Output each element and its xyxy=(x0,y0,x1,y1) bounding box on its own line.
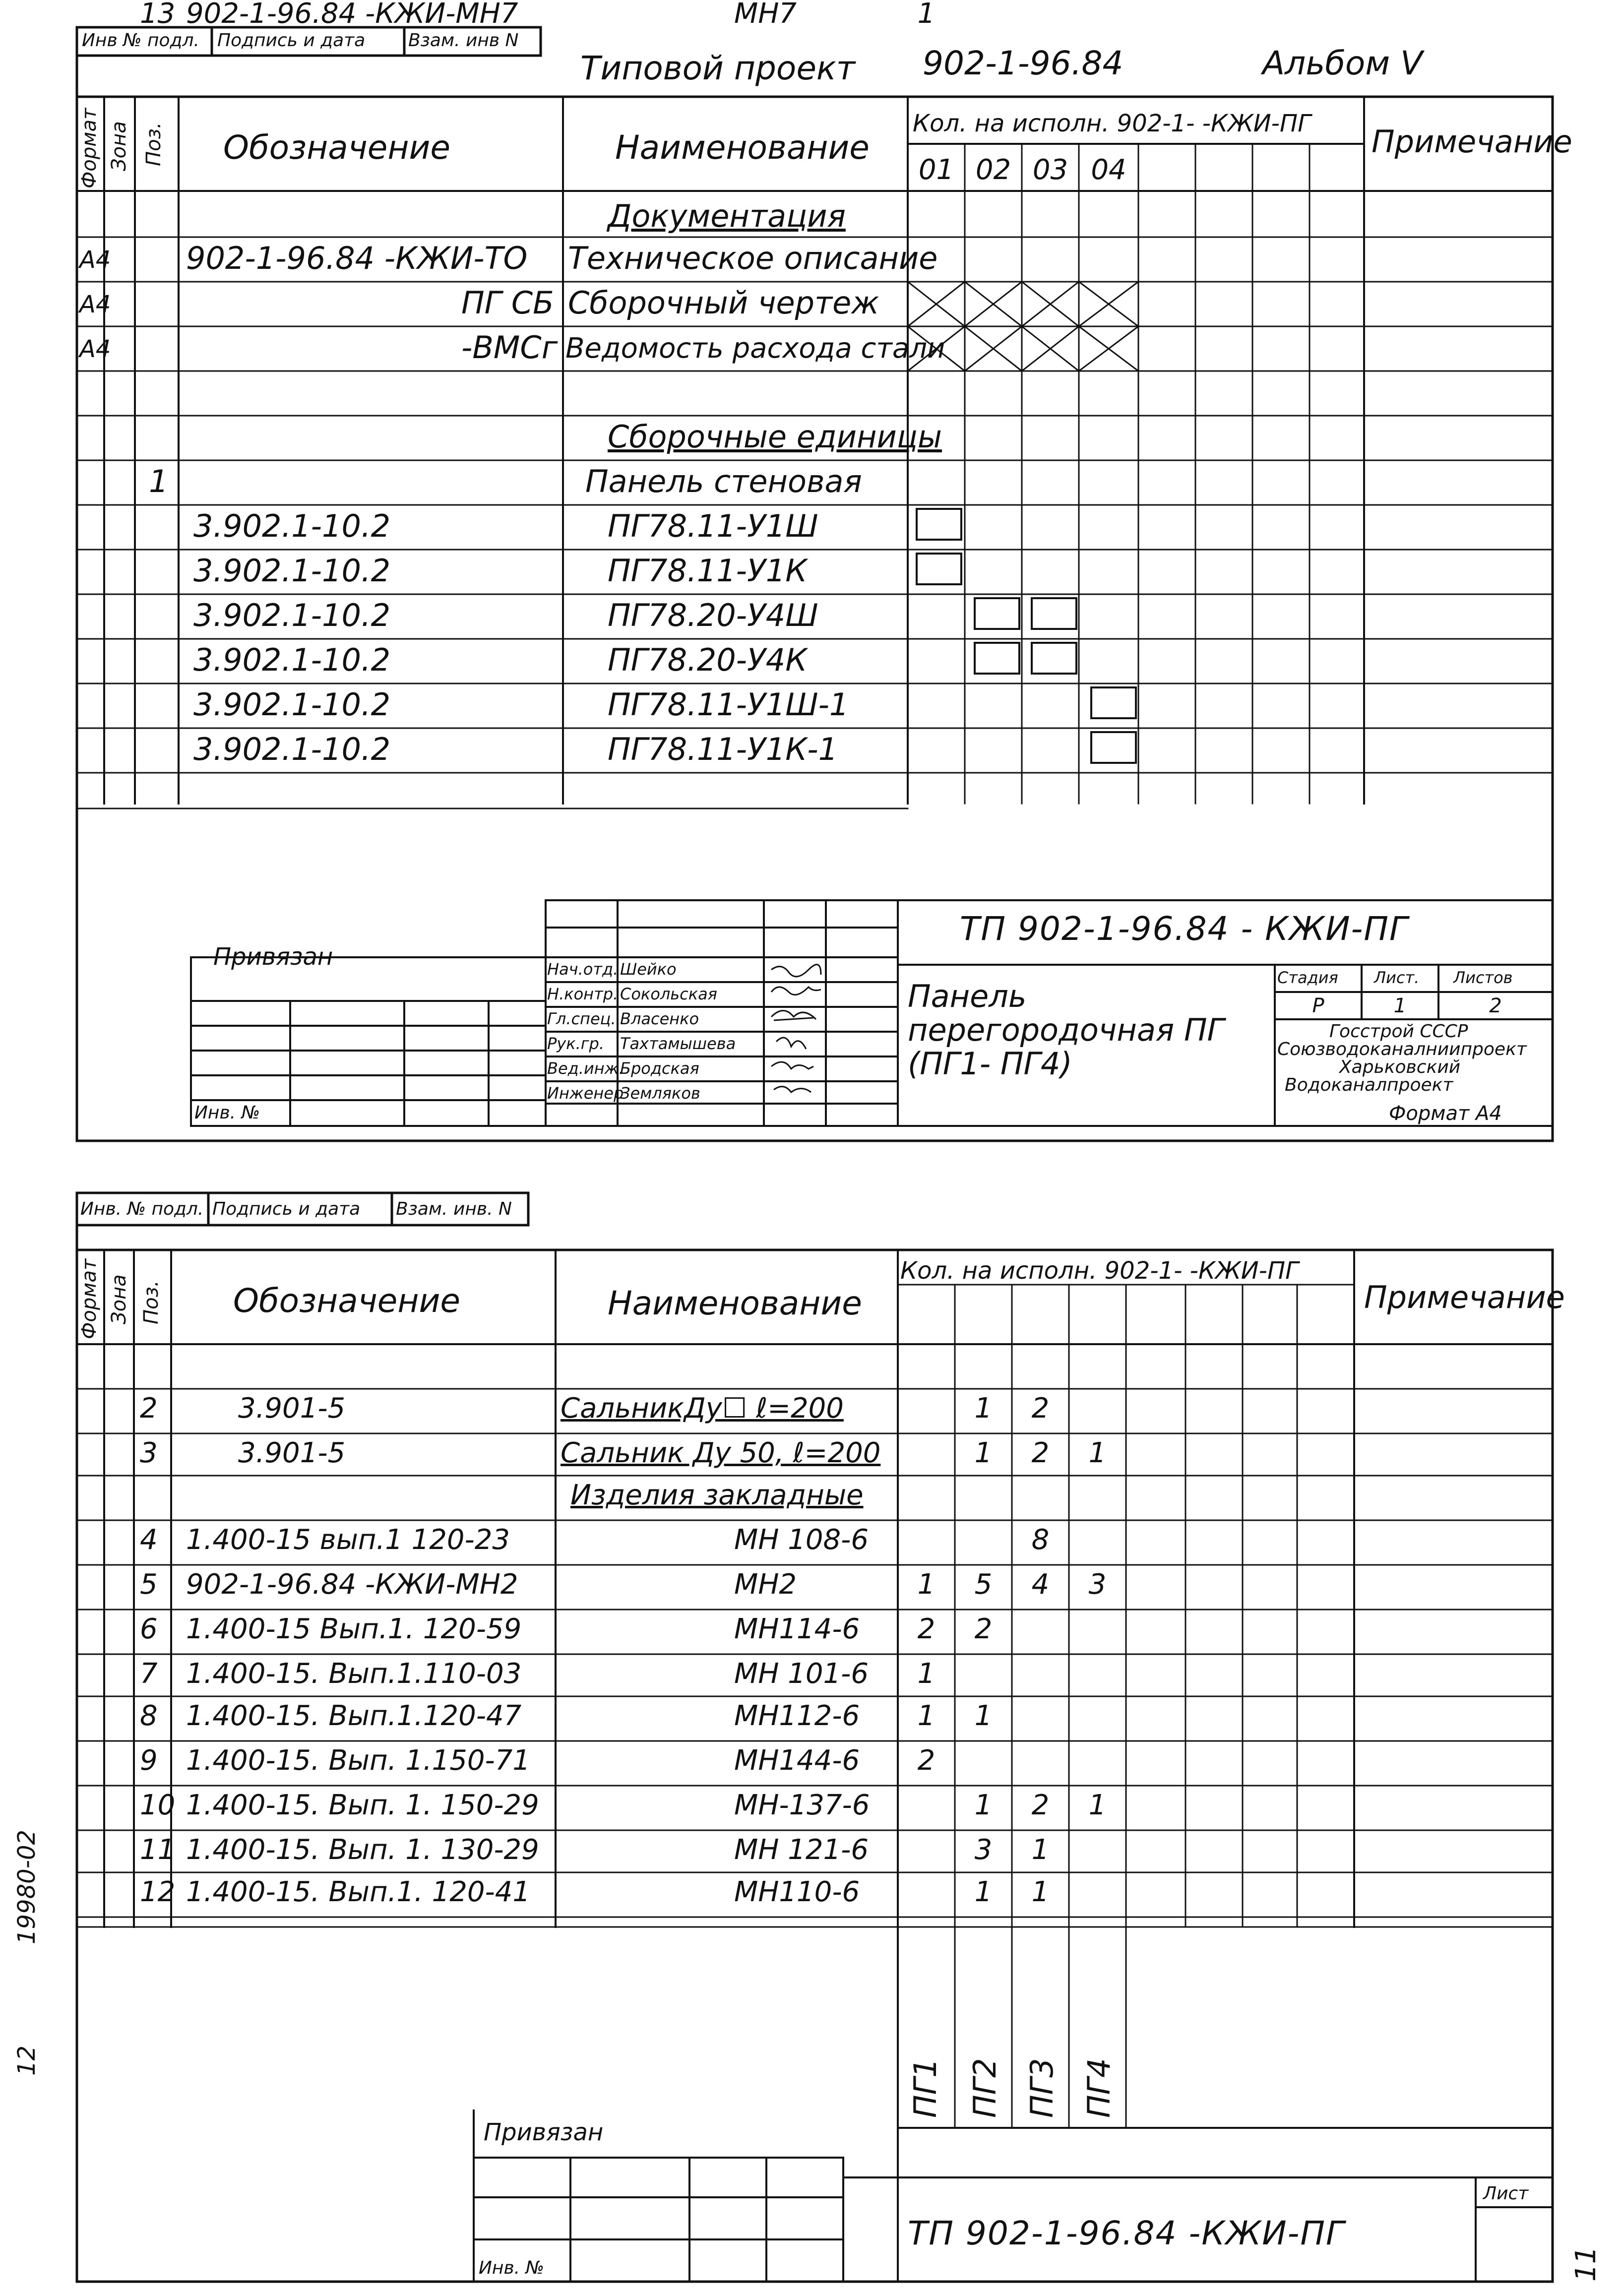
qty-cell: 2 xyxy=(917,1744,936,1777)
row-name: МН2 xyxy=(734,1568,797,1601)
qty-cell: 2 xyxy=(1031,1392,1050,1425)
stamp-inv-label: Инв. № подл. xyxy=(80,1199,204,1219)
signer-name: Земляков xyxy=(620,1084,700,1103)
qty-cell: 4 xyxy=(1031,1568,1050,1601)
row-designation: 1.400-15. Вып. 1.150-71 xyxy=(186,1744,531,1777)
qty-cell: 3 xyxy=(974,1834,993,1866)
qty-cell: 2 xyxy=(974,1613,993,1645)
variant-03: 03 xyxy=(1032,154,1068,186)
qty-cell: 2 xyxy=(1031,1789,1050,1821)
variant-04: 04 xyxy=(1091,154,1126,186)
row-designation: ПГ СБ xyxy=(461,285,554,321)
qty-cell: 1 xyxy=(974,1876,993,1908)
signer-role: Гл.спец. xyxy=(547,1009,616,1028)
inv-label: Инв. № xyxy=(194,1103,260,1123)
page-number: 12 xyxy=(13,2045,41,2076)
qty-cell: 1 xyxy=(974,1789,993,1821)
stamp-replace-label: Взам. инв. N xyxy=(396,1199,512,1219)
qty-cell: 1 xyxy=(974,1392,993,1425)
signer-role: Рук.гр. xyxy=(547,1034,605,1053)
qty-cell: 1 xyxy=(1088,1789,1107,1821)
row-designation: -ВМСг xyxy=(461,329,558,366)
row-designation: 1.400-15. Вып.1.110-03 xyxy=(186,1658,522,1690)
corner-number: 11 xyxy=(1570,2246,1602,2282)
row-name: МН 121-6 xyxy=(734,1834,869,1866)
row-name: ПГ78.11-У1К-1 xyxy=(608,731,838,767)
archive-number: 19980-02 xyxy=(13,1829,41,1944)
inv-label: Инв. № xyxy=(479,2258,545,2278)
col-pos: Поз. xyxy=(140,1280,163,1324)
col-name: Наименование xyxy=(615,128,870,167)
col-format: Формат xyxy=(78,108,101,188)
row-designation: 1.400-15 вып.1 120-23 xyxy=(186,1524,510,1556)
col-zone: Зона xyxy=(108,121,130,171)
row-name: ПГ78.11-У1К xyxy=(608,553,808,589)
row-name: Ведомость расхода стали xyxy=(565,332,945,365)
row-section: Изделия закладные xyxy=(570,1479,864,1511)
signer-name: Тахтамышева xyxy=(620,1034,736,1053)
row-designation: 3.902.1-10.2 xyxy=(193,686,391,723)
stage-value: Р xyxy=(1312,994,1324,1017)
row-name: МН 101-6 xyxy=(734,1658,869,1690)
row-designation: 902-1-96.84 -КЖИ-ТО xyxy=(186,240,528,276)
signer-role: Н.контр. xyxy=(547,985,619,1003)
variant-label: ПГ4 xyxy=(1081,2058,1117,2118)
row-pos: 11 xyxy=(140,1834,176,1866)
qty-cell: 5 xyxy=(974,1568,993,1601)
qty-cell: 1 xyxy=(974,1437,993,1469)
row-format: А4 xyxy=(79,335,111,363)
variant-label: ПГ1 xyxy=(907,2058,943,2118)
signer-role: Нач.отд. xyxy=(547,960,619,979)
row-designation: 902-1-96.84 -КЖИ-МН7 xyxy=(186,0,518,30)
row-format: А4 xyxy=(79,246,111,274)
sheets-value: 2 xyxy=(1489,994,1502,1017)
row-designation: 1.400-15 Вып.1. 120-59 xyxy=(186,1613,522,1645)
stamp-replace-label: Взам. инв N xyxy=(408,30,519,51)
col-note: Примечание xyxy=(1364,1279,1565,1315)
bound-label: Привязан xyxy=(484,2118,604,2146)
row-pos: 7 xyxy=(140,1658,158,1690)
sheet2-lines xyxy=(77,1193,1553,2282)
row-designation: 1.400-15. Вып. 1. 130-29 xyxy=(186,1834,539,1866)
row-name: МН110-6 xyxy=(734,1876,860,1908)
qty-cell: 1 xyxy=(1031,1834,1050,1866)
row-pos: 8 xyxy=(140,1700,158,1732)
row-designation: 3.902.1-10.2 xyxy=(193,731,391,767)
project-number: 902-1-96.84 xyxy=(923,44,1124,82)
sheet-label: Лист xyxy=(1483,2183,1529,2204)
row-designation: 1.400-15. Вып.1. 120-41 xyxy=(186,1876,531,1908)
row-designation: 902-1-96.84 -КЖИ-МН2 xyxy=(186,1568,518,1601)
stage-label: Стадия xyxy=(1277,968,1338,987)
row-name: МН-137-6 xyxy=(734,1789,870,1821)
col-qty-title: Кол. на исполн. 902-1- -КЖИ-ПГ xyxy=(913,110,1311,137)
col-designation: Обозначение xyxy=(233,1282,460,1320)
qty-cell: 1 xyxy=(917,0,936,30)
variant-01: 01 xyxy=(918,154,954,186)
bound-label: Привязан xyxy=(213,943,333,971)
row-name: МН7 xyxy=(734,0,797,30)
row-name: Сальник Ду 50, ℓ=200 xyxy=(561,1437,881,1469)
row-name: МН114-6 xyxy=(734,1613,860,1645)
row-name: МН112-6 xyxy=(734,1700,860,1732)
row-pos: 10 xyxy=(140,1789,176,1821)
variant-label: ПГ2 xyxy=(967,2058,1003,2118)
org-line: Госстрой СССР xyxy=(1329,1021,1468,1042)
signer-name: Сокольская xyxy=(620,985,717,1003)
row-designation: 3.902.1-10.2 xyxy=(193,508,391,544)
format-label: Формат А4 xyxy=(1389,1102,1502,1125)
row-name: Сборочный чертеж xyxy=(568,285,879,321)
col-name: Наименование xyxy=(608,1284,862,1322)
qty-cell: 1 xyxy=(1088,1437,1107,1469)
signer-name: Шейко xyxy=(620,960,677,979)
row-designation: 1.400-15. Вып. 1. 150-29 xyxy=(186,1789,539,1821)
album-label: Альбом V xyxy=(1262,44,1423,82)
col-note: Примечание xyxy=(1372,124,1572,160)
project-label: Типовой проект xyxy=(580,49,856,87)
row-pos: 9 xyxy=(140,1744,158,1777)
sheets-label: Листов xyxy=(1453,968,1513,987)
row-designation: 3.901-5 xyxy=(238,1392,346,1425)
signer-role: Инженер xyxy=(547,1084,624,1103)
row-pos: 2 xyxy=(140,1392,158,1425)
qty-cell: 8 xyxy=(1031,1524,1050,1556)
row-name: Панель стеновая xyxy=(585,463,862,499)
qty-cell: 2 xyxy=(1031,1437,1050,1469)
signer-name: Бродская xyxy=(620,1059,699,1078)
row-pos: 13 xyxy=(140,0,176,30)
row-section-assemblies: Сборочные единицы xyxy=(608,419,942,455)
row-pos: 3 xyxy=(140,1437,158,1469)
doc-code: ТП 902-1-96.84 -КЖИ-ПГ xyxy=(908,2214,1345,2252)
org-line: Харьковский xyxy=(1339,1057,1461,1077)
sheet-title: Панель перегородочная ПГ (ПГ1- ПГ4) xyxy=(908,978,1225,1082)
org-line: Водоканалпроект xyxy=(1285,1075,1453,1095)
variant-label: ПГ3 xyxy=(1024,2058,1060,2118)
row-pos: 1 xyxy=(149,463,169,499)
signer-role: Вед.инж. xyxy=(547,1059,624,1078)
row-name: МН144-6 xyxy=(734,1744,860,1777)
row-format: А4 xyxy=(79,291,111,318)
qty-cell: 2 xyxy=(917,1613,936,1645)
signer-name: Власенко xyxy=(620,1009,699,1028)
col-format: Формат xyxy=(78,1258,101,1339)
row-designation: 1.400-15. Вып.1.120-47 xyxy=(186,1700,522,1732)
row-pos: 5 xyxy=(140,1568,158,1601)
col-pos: Поз. xyxy=(142,122,165,166)
row-designation: 3.902.1-10.2 xyxy=(193,642,391,678)
row-section-docs: Документация xyxy=(608,198,846,234)
row-name: ПГ78.20-У4Ш xyxy=(608,597,818,633)
row-designation: 3.902.1-10.2 xyxy=(193,553,391,589)
row-name: СальникДу☐ ℓ=200 xyxy=(561,1392,844,1425)
row-pos: 4 xyxy=(140,1524,158,1556)
qty-cell: 1 xyxy=(917,1568,936,1601)
col-zone: Зона xyxy=(108,1274,130,1324)
stamp-inv-label: Инв № подл. xyxy=(82,30,199,51)
col-qty-title: Кол. на исполн. 902-1- -КЖИ-ПГ xyxy=(900,1257,1299,1285)
qty-cell: 1 xyxy=(917,1700,936,1732)
stamp-sign-label: Подпись и дата xyxy=(212,1199,361,1219)
signatures-image xyxy=(766,960,826,1123)
col-designation: Обозначение xyxy=(223,128,450,167)
variant-02: 02 xyxy=(975,154,1011,186)
row-name: МН 108-6 xyxy=(734,1524,869,1556)
row-name: ПГ78.11-У1Ш xyxy=(608,508,818,544)
doc-code: ТП 902-1-96.84 - КЖИ-ПГ xyxy=(960,910,1409,948)
row-designation: 3.901-5 xyxy=(238,1437,346,1469)
row-designation: 3.902.1-10.2 xyxy=(193,597,391,633)
stamp-sign-label: Подпись и дата xyxy=(217,30,366,51)
qty-cell: 1 xyxy=(1031,1876,1050,1908)
row-name: ПГ78.11-У1Ш-1 xyxy=(608,686,849,723)
row-name: ПГ78.20-У4К xyxy=(608,642,808,678)
row-pos: 12 xyxy=(140,1876,176,1908)
row-name: Техническое описание xyxy=(568,240,938,276)
sheet-value: 1 xyxy=(1393,994,1407,1017)
qty-cell: 1 xyxy=(917,1658,936,1690)
qty-cell: 1 xyxy=(974,1700,993,1732)
row-pos: 6 xyxy=(140,1613,158,1645)
sheet-label: Лист. xyxy=(1374,968,1420,987)
org-line: Союзводоканалниипроект xyxy=(1277,1039,1527,1059)
qty-cell: 3 xyxy=(1088,1568,1107,1601)
